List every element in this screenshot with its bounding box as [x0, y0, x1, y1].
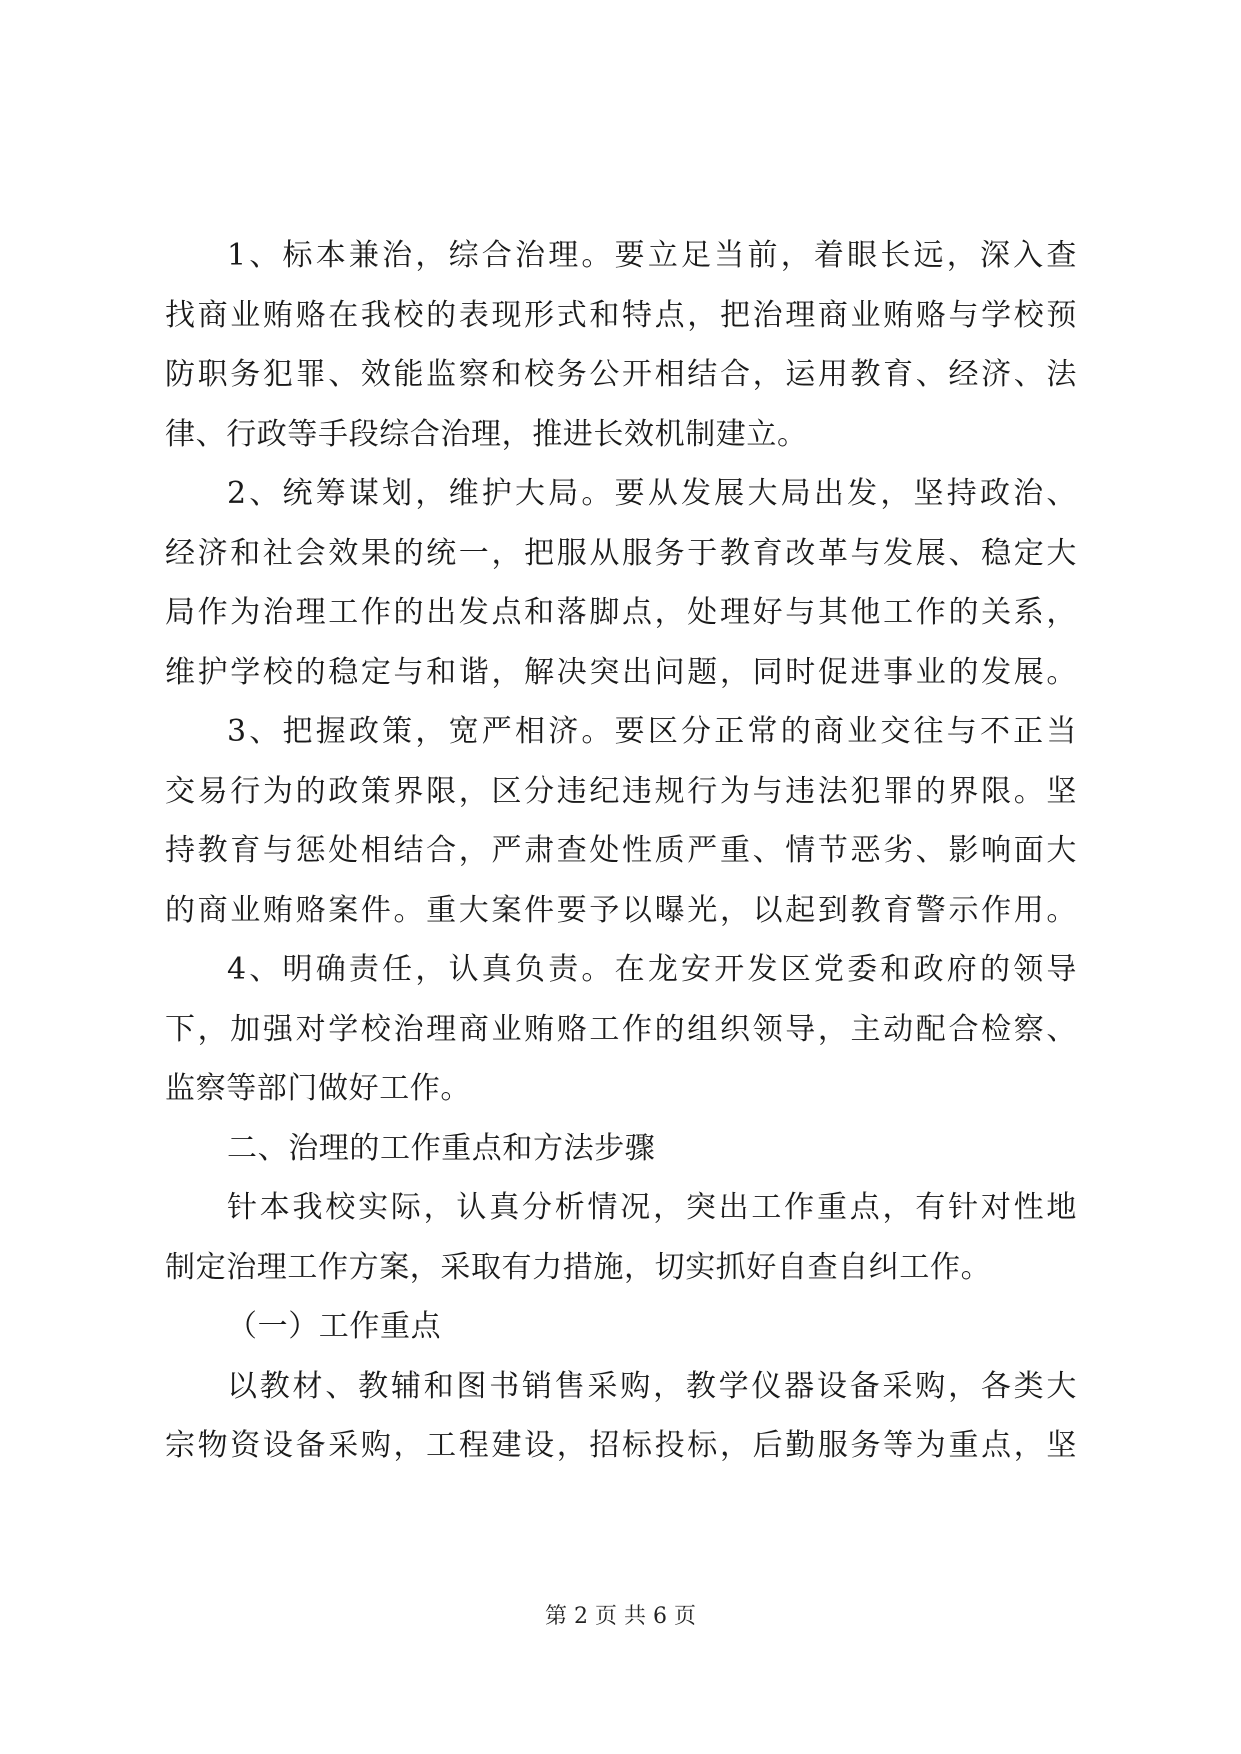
paragraph-3-line-1: 3、把握政策，宽严相济。要区分正常的商业交往与不正当 — [227, 714, 1077, 749]
paragraph-1-line-3: 防职务犯罪、效能监察和校务公开相结合，运用教育、经济、法 — [165, 357, 1077, 392]
paragraph-3-line-2: 交易行为的政策界限，区分违纪违规行为与违法犯罪的界限。坚 — [165, 773, 1077, 809]
section-heading-2: 二、治理的工作重点和方法步骤 — [227, 1130, 656, 1166]
paragraph-6-line-1: 以教材、教辅和图书销售采购，教学仪器设备采购，各类大 — [227, 1368, 1077, 1404]
paragraph-3-line-3: 持教育与惩处相结合，严肃查处性质严重、情节恶劣、影响面大 — [165, 833, 1077, 868]
paragraph-1-line-2: 找商业贿赂在我校的表现形式和特点，把治理商业贿赂与学校预 — [165, 297, 1077, 333]
subsection-heading-1: （一）工作重点 — [227, 1309, 442, 1344]
paragraph-4-line-1: 4、明确责任，认真负责。在龙安开发区党委和政府的领导 — [227, 952, 1077, 987]
page-number-footer: 第 2 页 共 6 页 — [545, 1604, 696, 1629]
paragraph-3-line-4: 的商业贿赂案件。重大案件要予以曝光，以起到教育警示作用。 — [165, 892, 1077, 928]
paragraph-2-line-4: 维护学校的稳定与和谐，解决突出问题，同时促进事业的发展。 — [165, 654, 1077, 690]
paragraph-6-line-2: 宗物资设备采购，工程建设，招标投标，后勤服务等为重点，坚 — [165, 1428, 1077, 1463]
paragraph-5-line-2: 制定治理工作方案，采取有力措施，切实抓好自查自纠工作。 — [165, 1249, 992, 1285]
paragraph-4-line-2: 下，加强对学校治理商业贿赂工作的组织领导，主动配合检察、 — [165, 1011, 1077, 1047]
paragraph-1-line-1: 1、标本兼治，综合治理。要立足当前，着眼长远，深入查 — [227, 238, 1077, 273]
document-body — [165, 226, 1077, 1476]
paragraph-2-line-2: 经济和社会效果的统一，把服从服务于教育改革与发展、稳定大 — [165, 535, 1077, 571]
paragraph-5-line-1: 针本我校实际，认真分析情况，突出工作重点，有针对性地 — [227, 1190, 1077, 1225]
paragraph-1-line-4: 律、行政等手段综合治理，推进长效机制建立。 — [165, 416, 808, 452]
paragraph-2-line-1: 2、统筹谋划，维护大局。要从发展大局出发，坚持政治、 — [227, 476, 1077, 511]
paragraph-2-line-3: 局作为治理工作的出发点和落脚点，处理好与其他工作的关系， — [165, 595, 1077, 630]
paragraph-4-line-3: 监察等部门做好工作。 — [165, 1071, 471, 1106]
